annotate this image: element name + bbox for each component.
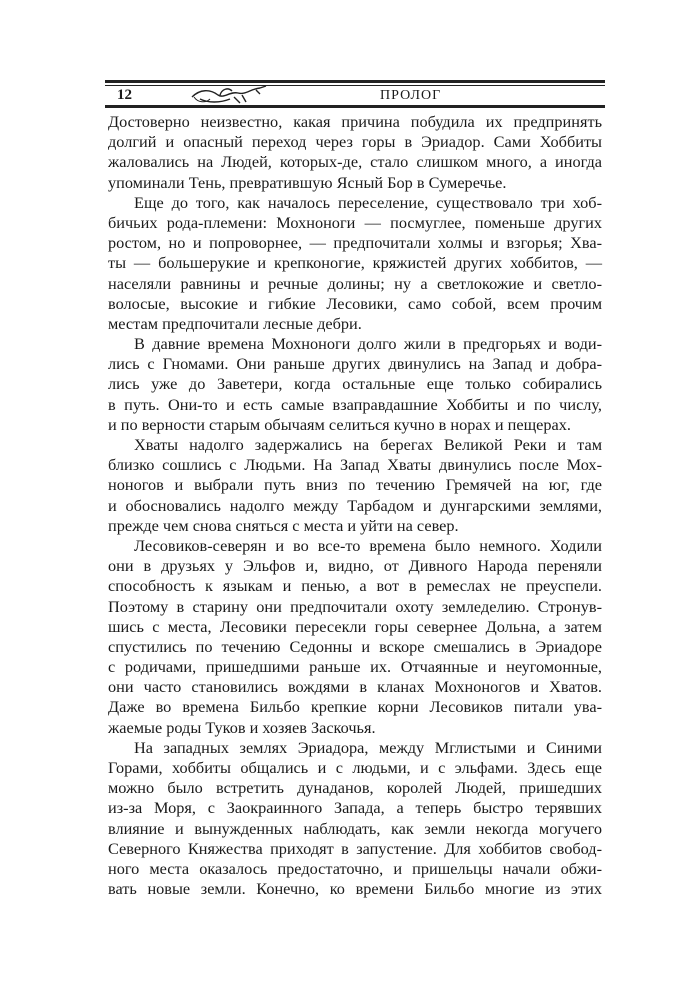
text-line: бичьих рода-племени: Мохноноги — посмуглее, поменьше других (108, 212, 602, 232)
header-rule-top-thin (105, 85, 605, 86)
text-line: из-за Моря, с Заокраинного Запада, а теперь быстро терявших (108, 798, 602, 818)
text-line: ного места оказалось предостаточно, и пришельцы начали обжи- (108, 858, 602, 878)
paragraph (108, 435, 602, 536)
text-line: спустились по течению Седонны и вскоре смешались в Эриадоре (108, 636, 602, 656)
dragon-ornament-icon (190, 85, 270, 105)
text-line: Горами, хоббиты общались и с людьми, и с эльфами. Здесь еще (108, 758, 602, 777)
text-line: прежде чем снова сняться с места и уйти на север. (108, 515, 459, 535)
text-line: и обосновались надолго между Тарбадом и дунгарскими землями, (108, 495, 602, 515)
text-line: близко сошлись с Людьми. На Запад Хваты двинулись после Мох- (108, 455, 602, 475)
text-line: жаловались на Людей, которых-де, стало слишком много, а иногда (108, 152, 602, 172)
running-title: ПРОЛОГ (380, 88, 442, 103)
paragraph (108, 193, 602, 334)
text-line: в путь. Они-то и есть самые взаправдашние Хоббиты и по числу, (108, 394, 602, 414)
paragraph (108, 738, 602, 900)
text-line: они в друзьях у Эльфов и, видно, от Дивного Народа переняли (108, 556, 602, 576)
text-line: местам предпочитали лесные дебри. (108, 313, 362, 333)
text-line: Поэтому в старину они предпочитали охоту земледелию. Стронув- (108, 596, 602, 616)
text-line: ноногов и выбрали путь вниз по течению Гремячей на юг, где (108, 475, 602, 495)
paragraph (108, 334, 602, 435)
text-line: Северного Княжества приходят в запустение. Для хоббитов свобод- (108, 838, 602, 858)
text-line: Достоверно неизвестно, какая причина побудила их предпринять (108, 112, 602, 131)
text-line: В давние времена Мохноноги долго жили в предгорьях и води- (134, 334, 602, 354)
text-line: упоминали Тень, превратившую Ясный Бор в Сумеречье. (108, 172, 507, 192)
page-body-text (108, 112, 602, 899)
text-line: лись с Гномами. Они раньше других двинулись на Запад и добра- (108, 354, 602, 374)
text-line: ростом, но и попроворнее, — предпочитали холмы и взгорья; Хва- (108, 233, 602, 253)
text-line: Даже во времена Бильбо крепкие корни Лесовиков питали ува- (108, 697, 602, 717)
text-line: и по верности старым обычаям селиться кучно в норах и пещерах. (108, 414, 571, 434)
header-rule-bottom (105, 105, 605, 108)
paragraph (108, 112, 602, 193)
text-line: волосые, высокие и гибкие Лесовики, само собой, всем прочим (108, 293, 602, 313)
page-number: 12 (117, 87, 132, 103)
text-line: жаемые роды Туков и хозяев Заскочья. (108, 717, 376, 737)
text-line: способность к языкам и пенью, а вот в ремеслах не преуспели. (108, 576, 602, 596)
text-line: с родичами, пришедшими раньше их. Отчаянные и неугомонные, (108, 657, 602, 677)
text-line: населяли равнины и речные долины; ну а светлокожие и светло- (108, 273, 602, 293)
text-line: вать новые земли. Конечно, ко времени Бильбо многие из этих (108, 879, 602, 899)
text-line: лись уже до Заветери, когда остальные еще только собирались (108, 374, 602, 394)
header-rule-top (105, 80, 605, 83)
text-line: Хваты надолго задержались на берегах Великой Реки и там (134, 435, 602, 454)
paragraph (108, 536, 602, 738)
text-line: влияние и вынужденных наблюдать, как земли некогда могучего (108, 818, 602, 838)
text-line: долгий и опасный переход через горы в Эриадор. Сами Хоббиты (108, 132, 602, 152)
text-line: На западных землях Эриадора, между Мглистыми и Синими (134, 737, 602, 757)
text-line: Лесовиков-северян и во все-то времена было немного. Ходили (134, 535, 602, 555)
text-line: Еще до того, как началось переселение, существовало три хоб- (134, 192, 602, 212)
text-line: можно было встретить дунаданов, королей Людей, пришедших (108, 778, 602, 798)
text-line: они часто становились вождями в кланах Мохноногов и Хватов. (108, 677, 602, 697)
text-line: шись с места, Лесовики пересекли горы севернее Дольна, а затем (108, 616, 602, 636)
text-line: ты — большерукие и крепконогие, кряжистей других хоббитов, — (108, 253, 602, 273)
